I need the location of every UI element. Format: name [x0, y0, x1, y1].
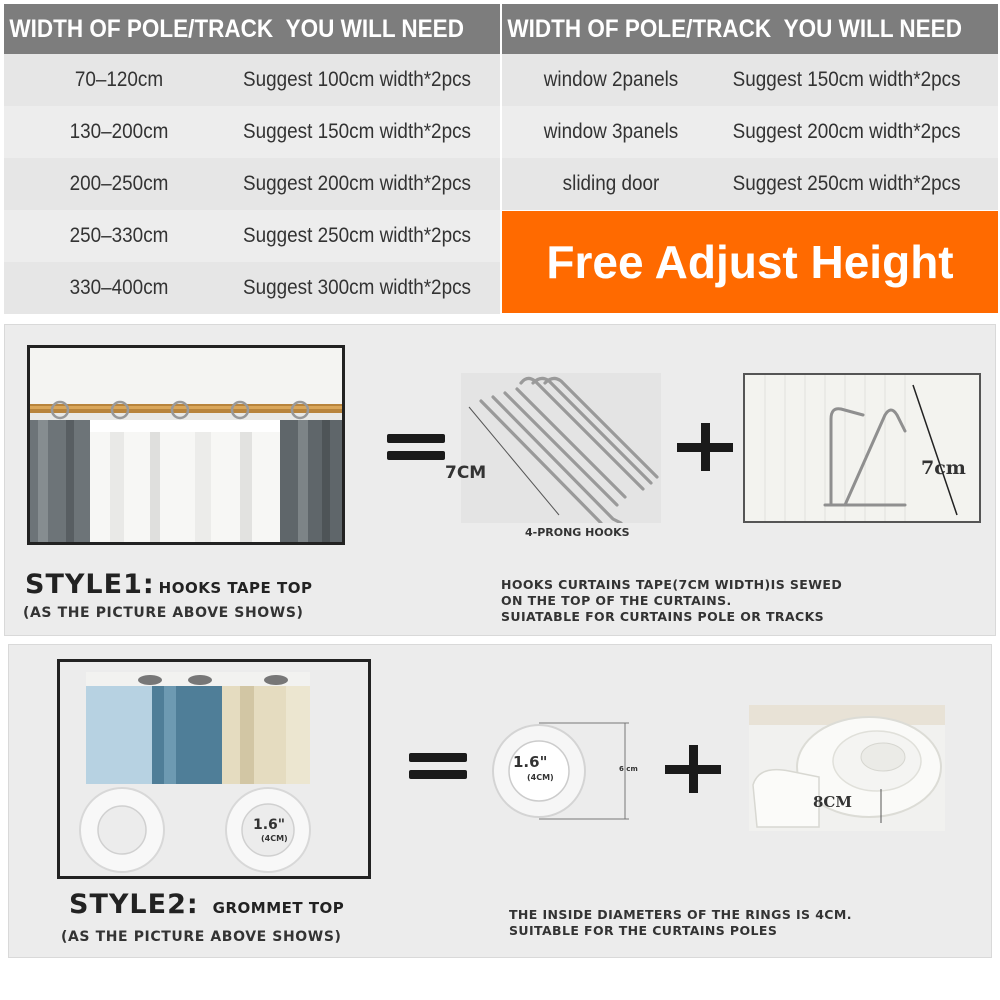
ring-outer-label: 6 cm [619, 765, 638, 773]
suggestion-cell: Suggest 250cm width*2pcs [243, 224, 471, 247]
grommet-curtain-photo [57, 659, 371, 879]
window-type-cell: sliding door [562, 172, 660, 195]
grommet-tape-label: 8CM [813, 793, 852, 811]
large-ring-inch-label: 1.6" [513, 753, 548, 771]
suggestion-cell: Suggest 150cm width*2pcs [243, 120, 471, 143]
four-prong-hooks-image [461, 373, 661, 523]
grommet-illustration [60, 662, 368, 876]
grommet-tape-image [749, 705, 945, 831]
table-row [4, 54, 500, 106]
equals-sign-1 [387, 434, 445, 460]
size-table-right [502, 4, 998, 313]
style2-note: (AS THE PICTURE ABOVE SHOWS) [61, 929, 342, 945]
table-header [4, 4, 500, 54]
pole-width-cell: 70–120cm [74, 68, 164, 91]
suggestion-cell: Suggest 150cm width*2pcs [732, 68, 961, 91]
table-row [502, 158, 998, 210]
hook-caption: 4-PRONG HOOKS [525, 526, 630, 539]
large-ring-cm-label: (4CM) [527, 773, 554, 782]
style1-description [501, 577, 842, 625]
table-row [4, 106, 500, 158]
table-row [502, 54, 998, 106]
header-you-will-need: YOU WILL NEED [783, 14, 962, 43]
grommet-ring-diagram [479, 721, 639, 821]
tape-illustration [745, 375, 979, 521]
description-line: HOOKS CURTAINS TAPE(7CM WIDTH)IS SEWED [501, 577, 843, 592]
small-ring-cm-label: (4CM) [261, 834, 288, 843]
suggestion-cell: Suggest 300cm width*2pcs [243, 276, 471, 299]
window-type-cell: window 3panels [543, 120, 679, 143]
style2-subtitle: GROMMET TOP [212, 899, 345, 917]
equals-sign-2 [409, 753, 467, 779]
table-row [4, 158, 500, 210]
pole-width-cell: 200–250cm [69, 172, 169, 195]
table-row [502, 106, 998, 158]
curtain-illustration [30, 348, 342, 542]
style1-title-text: STYLE1: [25, 569, 155, 600]
description-line: SUITABLE FOR THE CURTAINS POLES [509, 923, 778, 938]
header-pole-width: WIDTH OF POLE/TRACK [507, 14, 772, 43]
hooks-illustration [461, 373, 661, 523]
style1-title [25, 569, 312, 600]
style2-panel [8, 644, 992, 958]
free-adjust-height-banner: Free Adjust Height [502, 211, 998, 313]
tape-roll-illustration [749, 705, 945, 831]
suggestion-cell: Suggest 250cm width*2pcs [732, 172, 961, 195]
small-ring-inch-label: 1.6" [253, 817, 286, 833]
suggestion-cell: Suggest 100cm width*2pcs [243, 68, 471, 91]
style1-subtitle: HOOKS TAPE TOP [158, 579, 313, 597]
description-line: SUIATABLE FOR CURTAINS POLE OR TRACKS [501, 609, 825, 624]
table-row [4, 262, 500, 314]
plus-sign-1 [677, 423, 733, 471]
style2-title-text: STYLE2: [69, 889, 199, 920]
hook-curtain-photo [27, 345, 345, 545]
hook-tape-image [743, 373, 981, 523]
pole-width-cell: 250–330cm [69, 224, 169, 247]
header-you-will-need: YOU WILL NEED [285, 14, 464, 43]
suggestion-cell: Suggest 200cm width*2pcs [732, 120, 961, 143]
pole-width-cell: 330–400cm [69, 276, 169, 299]
ring-illustration [479, 721, 639, 821]
style1-note: (AS THE PICTURE ABOVE SHOWS) [23, 605, 304, 621]
table-header [502, 4, 998, 54]
suggestion-cell: Suggest 200cm width*2pcs [243, 172, 471, 195]
hook-length-label: 7CM [445, 463, 487, 483]
description-line: THE INSIDE DIAMETERS OF THE RINGS IS 4CM. [509, 907, 852, 922]
tape-width-label: 7cm [921, 457, 966, 479]
header-pole-width: WIDTH OF POLE/TRACK [9, 14, 274, 43]
style2-description [509, 907, 852, 939]
description-line: ON THE TOP OF THE CURTAINS. [501, 593, 732, 608]
style1-panel [4, 324, 996, 636]
size-table-left [4, 4, 500, 314]
plus-sign-2 [665, 745, 721, 793]
table-row [4, 210, 500, 262]
style2-title [69, 889, 344, 920]
pole-width-cell: 130–200cm [69, 120, 169, 143]
window-type-cell: window 2panels [543, 68, 679, 91]
